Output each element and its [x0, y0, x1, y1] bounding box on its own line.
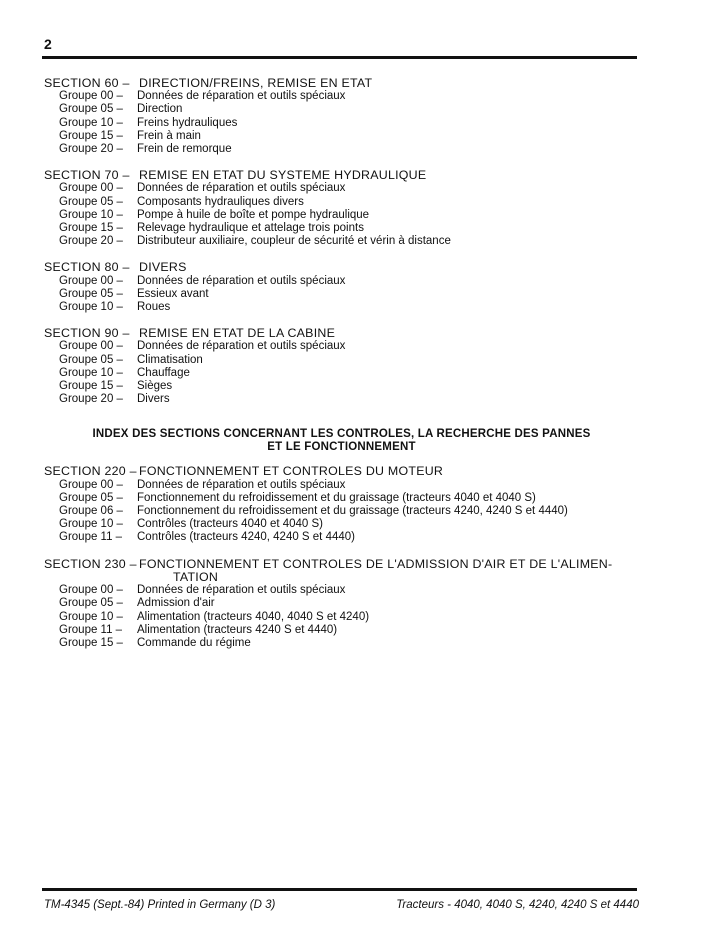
- group-description: Contrôles (tracteurs 4240, 4240 S et 4440): [137, 531, 355, 544]
- section-block: [44, 465, 639, 544]
- group-description: Pompe à huile de boîte et pompe hydraulique: [137, 208, 370, 221]
- section-heading: [44, 465, 639, 478]
- group-number: Groupe 11 –: [59, 531, 123, 544]
- group-description: Freins hydrauliques: [137, 116, 238, 129]
- list-item: [44, 275, 639, 288]
- list-item: [44, 301, 639, 314]
- group-number: Groupe 00 –: [59, 584, 123, 597]
- group-number: Groupe 05 –: [59, 491, 123, 504]
- index-heading-line-1: INDEX DES SECTIONS CONCERNANT LES CONTROLES, LA RECHERCHE DES PANNES: [92, 428, 591, 441]
- group-number: Groupe 10 –: [59, 116, 123, 129]
- section-heading: [44, 77, 639, 90]
- footer-right: Tracteurs - 4040, 4040 S, 4240, 4240 S et 4440: [396, 899, 639, 911]
- section-block: [44, 558, 639, 650]
- section-title: REMISE EN ETAT DE LA CABINE: [139, 326, 336, 341]
- group-description: Données de réparation et outils spéciaux: [137, 274, 346, 287]
- section-heading: [44, 169, 639, 182]
- group-number: Groupe 10 –: [59, 610, 123, 623]
- section-title: FONCTIONNEMENT ET CONTROLES DU MOTEUR: [139, 464, 444, 479]
- group-number: Groupe 00 –: [59, 478, 123, 491]
- list-item: [44, 492, 639, 505]
- group-description: Direction: [137, 103, 183, 116]
- group-list: [44, 275, 639, 315]
- group-description: Données de réparation et outils spéciaux: [137, 584, 346, 597]
- list-item: [44, 196, 639, 209]
- group-number: Groupe 15 –: [59, 222, 123, 235]
- list-item: [44, 505, 639, 518]
- list-item: [44, 103, 639, 116]
- group-number: Groupe 10 –: [59, 208, 123, 221]
- bottom-rule: [42, 888, 637, 891]
- group-description: Commande du régime: [137, 636, 251, 649]
- group-description: Sièges: [137, 380, 173, 393]
- group-description: Distributeur auxiliaire, coupleur de sécurité et vérin à distance: [137, 235, 451, 248]
- group-description: Fonctionnement du refroidissement et du graissage (tracteurs 4240, 4240 S et 4440): [137, 505, 568, 518]
- group-number: Groupe 15 –: [59, 380, 123, 393]
- group-number: Groupe 10 –: [59, 518, 123, 531]
- list-item: [44, 235, 639, 248]
- sections-part-2: [44, 465, 639, 650]
- group-description: Composants hydrauliques divers: [137, 195, 304, 208]
- group-list: [44, 479, 639, 545]
- list-item: [44, 143, 639, 156]
- group-description: Fonctionnement du refroidissement et du graissage (tracteurs 4040 et 4040 S): [137, 491, 536, 504]
- section-label: SECTION 70 –: [44, 168, 130, 183]
- section-heading: [44, 327, 639, 340]
- list-item: [44, 354, 639, 367]
- list-item: [44, 624, 639, 637]
- sections-part-1: [44, 77, 639, 406]
- group-number: Groupe 05 –: [59, 195, 123, 208]
- group-number: Groupe 20 –: [59, 235, 123, 248]
- section-label: SECTION 230 –: [44, 556, 137, 571]
- section-title: DIVERS: [139, 260, 187, 275]
- section-block: [44, 327, 639, 406]
- list-item: [44, 584, 639, 597]
- group-number: Groupe 20 –: [59, 393, 123, 406]
- group-number: Groupe 20 –: [59, 143, 123, 156]
- section-label: SECTION 80 –: [44, 260, 130, 275]
- group-description: Données de réparation et outils spéciaux: [137, 340, 346, 353]
- list-item: [44, 380, 639, 393]
- group-description: Essieux avant: [137, 287, 209, 300]
- group-number: Groupe 06 –: [59, 505, 123, 518]
- page-content: [44, 77, 639, 663]
- list-item: [44, 209, 639, 222]
- top-rule: [42, 56, 637, 59]
- group-list: [44, 340, 639, 406]
- group-description: Admission d'air: [137, 597, 215, 610]
- group-description: Données de réparation et outils spéciaux: [137, 478, 346, 491]
- section-heading: [44, 558, 639, 571]
- list-item: [44, 393, 639, 406]
- group-number: Groupe 10 –: [59, 366, 123, 379]
- list-item: [44, 288, 639, 301]
- group-number: Groupe 15 –: [59, 636, 123, 649]
- group-number: Groupe 15 –: [59, 129, 123, 142]
- section-block: [44, 77, 639, 156]
- group-description: Alimentation (tracteurs 4040, 4040 S et 4240): [137, 610, 370, 623]
- group-description: Relevage hydraulique et attelage trois points: [137, 222, 364, 235]
- list-item: [44, 479, 639, 492]
- page-number: 2: [44, 36, 52, 52]
- section-title: DIRECTION/FREINS, REMISE EN ETAT: [139, 76, 373, 90]
- section-title-continuation: TATION: [173, 569, 219, 584]
- group-description: Roues: [137, 301, 171, 314]
- section-title: REMISE EN ETAT DU SYSTEME HYDRAULIQUE: [139, 168, 427, 183]
- section-heading: [44, 261, 639, 274]
- group-number: Groupe 00 –: [59, 182, 123, 195]
- list-item: [44, 222, 639, 235]
- group-description: Climatisation: [137, 353, 203, 366]
- group-number: Groupe 05 –: [59, 103, 123, 116]
- list-item: [44, 182, 639, 195]
- group-number: Groupe 00 –: [59, 274, 123, 287]
- group-description: Contrôles (tracteurs 4040 et 4040 S): [137, 518, 324, 531]
- section-label: SECTION 220 –: [44, 464, 137, 479]
- group-number: Groupe 05 –: [59, 287, 123, 300]
- group-number: Groupe 05 –: [59, 597, 123, 610]
- section-label: SECTION 90 –: [44, 326, 130, 341]
- group-description: Données de réparation et outils spéciaux: [137, 182, 346, 195]
- list-item: [44, 130, 639, 143]
- section-block: [44, 261, 639, 314]
- group-description: Données de réparation et outils spéciaux: [137, 90, 346, 103]
- index-heading: [44, 428, 639, 453]
- group-number: Groupe 10 –: [59, 301, 123, 314]
- list-item: [44, 340, 639, 353]
- group-list: [44, 90, 639, 156]
- list-item: [44, 90, 639, 103]
- section-block: [44, 169, 639, 248]
- group-description: Alimentation (tracteurs 4240 S et 4440): [137, 623, 338, 636]
- group-number: Groupe 05 –: [59, 353, 123, 366]
- list-item: [44, 367, 639, 380]
- list-item: [44, 518, 639, 531]
- list-item: [44, 531, 639, 544]
- group-list: [44, 584, 639, 650]
- group-description: Chauffage: [137, 366, 190, 379]
- section-label: SECTION 60 –: [44, 76, 130, 90]
- list-item: [44, 597, 639, 610]
- footer: [44, 899, 639, 911]
- group-number: Groupe 00 –: [59, 90, 123, 103]
- group-number: Groupe 11 –: [59, 623, 123, 636]
- section-title: FONCTIONNEMENT ET CONTROLES DE L'ADMISSION D'AIR ET DE L'ALIMEN-: [139, 556, 613, 571]
- group-number: Groupe 00 –: [59, 340, 123, 353]
- footer-left: TM-4345 (Sept.-84) Printed in Germany (D 3): [44, 899, 276, 911]
- group-description: Frein à main: [137, 129, 201, 142]
- list-item: [44, 611, 639, 624]
- list-item: [44, 117, 639, 130]
- group-list: [44, 182, 639, 248]
- group-description: Divers: [137, 393, 170, 406]
- list-item: [44, 637, 639, 650]
- index-heading-line-2: ET LE FONCTIONNEMENT: [267, 440, 416, 453]
- group-description: Frein de remorque: [137, 143, 232, 156]
